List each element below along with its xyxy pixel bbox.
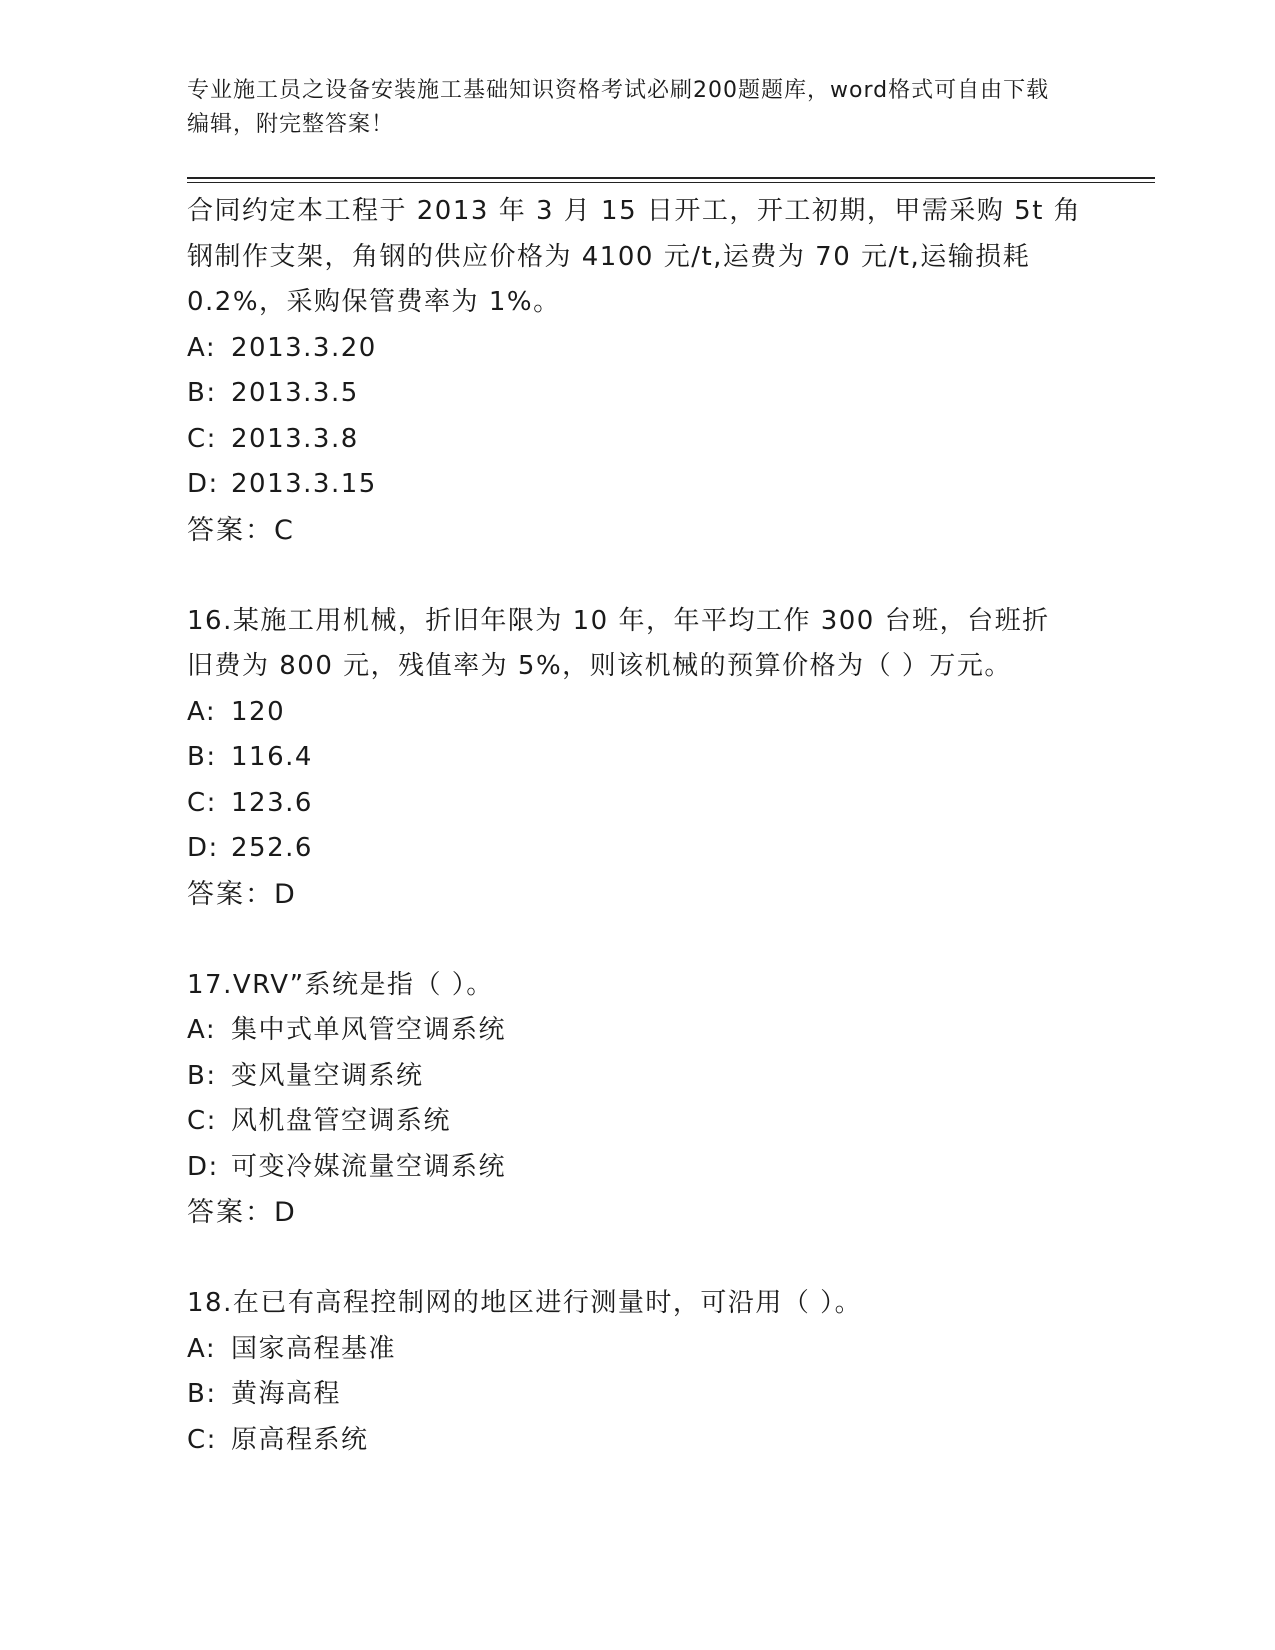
spacer (187, 917, 1107, 963)
option-a (187, 1327, 1107, 1373)
option-text: 集中式单风管空调系统 (231, 1015, 507, 1045)
option-c (187, 417, 1107, 463)
option-text: 116.4 (231, 742, 313, 772)
option-b (187, 1054, 1107, 1100)
answer-line: 答案：C (187, 514, 295, 546)
option-d (187, 462, 1107, 508)
question-stem-line: 16.某施工用机械，折旧年限为 10 年，年平均工作 300 台班，台班折 (187, 605, 1050, 636)
spacer (187, 1236, 1107, 1282)
option-text: 2013.3.15 (231, 469, 377, 499)
option-b (187, 1372, 1107, 1418)
option-label: D: (187, 833, 219, 863)
option-b (187, 735, 1107, 781)
question-stem-line: 0.2%，采购保管费率为 1%。 (187, 287, 561, 317)
question-18 (187, 1281, 1107, 1463)
header-divider-thick (187, 177, 1155, 179)
option-label: B: (187, 1060, 217, 1091)
option-a (187, 326, 1107, 372)
question-stem-line: 旧费为 800 元，残值率为 5%，则该机械的预算价格为（ ）万元。 (187, 651, 1012, 681)
option-label: D: (187, 469, 219, 499)
option-label: C: (187, 1106, 217, 1136)
option-text: 252.6 (231, 833, 313, 863)
option-c (187, 1418, 1107, 1464)
answer-line: 答案：D (187, 1197, 297, 1228)
question-stem-line: 钢制作支架，角钢的供应价格为 4100 元/t,运费为 70 元/t,运输损耗 (187, 241, 1031, 272)
option-label: A: (187, 332, 217, 363)
option-label: A: (187, 1015, 217, 1045)
option-text: 原高程系统 (231, 1424, 369, 1455)
document-header: 专业施工员之设备安装施工基础知识资格考试必刷200题题库，word格式可自由下载编辑，附完整答案！ (187, 78, 1050, 137)
option-text: 黄海高程 (231, 1379, 342, 1409)
option-d (187, 826, 1107, 872)
option-label: B: (187, 378, 217, 408)
option-a (187, 1008, 1107, 1054)
question-stem-line: 合同约定本工程于 2013 年 3 月 15 日开工，开工初期，甲需采购 5t 角 (187, 196, 1082, 226)
option-text: 123.6 (231, 787, 313, 818)
option-text: 2013.3.8 (231, 423, 359, 454)
option-a (187, 690, 1107, 736)
question-15 (187, 189, 1107, 553)
option-label: A: (187, 696, 217, 727)
header-divider-thin (187, 182, 1155, 183)
option-label: A: (187, 1333, 217, 1364)
question-17 (187, 963, 1107, 1236)
option-b (187, 371, 1107, 417)
option-text: 2013.3.20 (231, 332, 377, 363)
option-label: C: (187, 423, 217, 454)
option-label: B: (187, 742, 217, 772)
answer-line: 答案：D (187, 878, 297, 910)
option-text: 风机盘管空调系统 (231, 1106, 452, 1136)
option-text: 2013.3.5 (231, 378, 359, 408)
question-list (187, 189, 1107, 1463)
option-text: 120 (231, 696, 286, 727)
option-text: 可变冷媒流量空调系统 (231, 1151, 507, 1182)
option-label: C: (187, 787, 217, 818)
option-text: 变风量空调系统 (231, 1060, 424, 1091)
question-stem-line: 17.VRV”系统是指（ ）。 (187, 969, 494, 1000)
option-c (187, 781, 1107, 827)
option-text: 国家高程基准 (231, 1333, 397, 1364)
option-label: B: (187, 1379, 217, 1409)
question-16 (187, 599, 1107, 918)
question-stem-line: 18.在已有高程控制网的地区进行测量时，可沿用（ ）。 (187, 1288, 863, 1318)
option-label: D: (187, 1151, 219, 1182)
spacer (187, 553, 1107, 599)
option-c (187, 1099, 1107, 1145)
option-d (187, 1145, 1107, 1191)
option-label: C: (187, 1424, 217, 1455)
